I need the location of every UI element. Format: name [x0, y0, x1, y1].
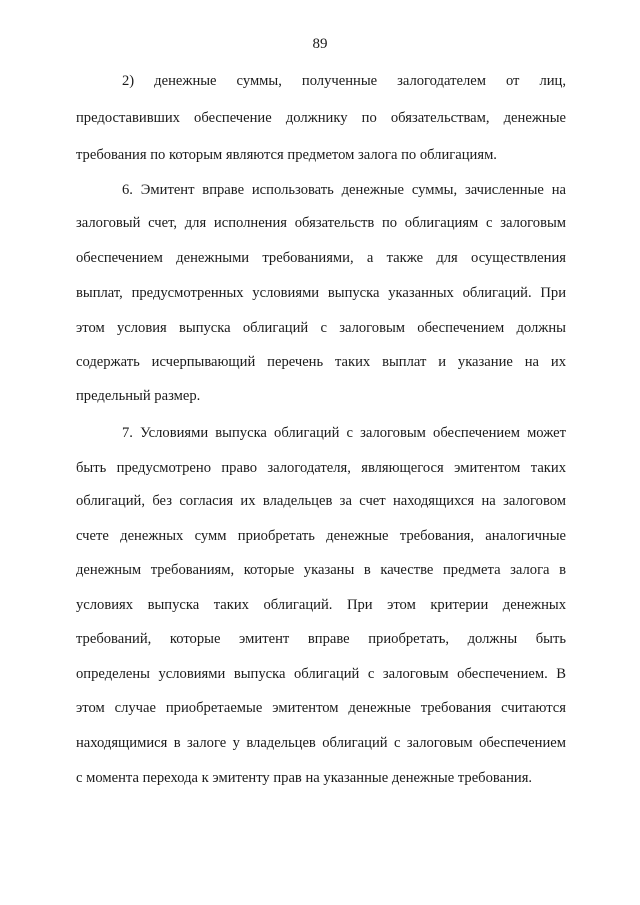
text-line: предельный размер. — [76, 388, 201, 404]
text-line: 6. Эмитент вправе использовать денежные суммы, зачисленные на — [122, 182, 566, 198]
text-line: облигаций, без согласия их владельцев за счет находящихся на залоговом — [76, 493, 566, 509]
text-line: быть предусмотрено право залогодателя, являющегося эмитентом таких — [76, 460, 566, 476]
text-line: с момента перехода к эмитенту прав на указанные денежные требования. — [76, 770, 533, 786]
text-line: 2) денежные суммы, полученные залогодателем от лиц, — [122, 73, 566, 89]
text-line: выплат, предусмотренных условиями выпуска указанных облигаций. При — [76, 285, 566, 301]
text-line: этом условия выпуска облигаций с залоговым обеспечением должны — [76, 320, 566, 336]
page-number: 89 — [312, 36, 328, 52]
text-line: залоговый счет, для исполнения обязательств по облигациям с залоговым — [76, 215, 566, 231]
text-line: 7. Условиями выпуска облигаций с залоговым обеспечением может — [122, 425, 566, 441]
text-line: денежным требованиям, которые указаны в качестве предмета залога в — [76, 562, 566, 578]
text-line: находящимися в залоге у владельцев облигаций с залоговым обеспечением — [76, 735, 566, 751]
text-line: счете денежных сумм приобретать денежные требования, аналогичные — [76, 528, 566, 544]
text-line: определены условиями выпуска облигаций с залоговым обеспечением. В — [76, 666, 566, 682]
text-line: предоставивших обеспечение должнику по обязательствам, денежные — [76, 110, 566, 126]
text-line: обеспечением денежными требованиями, а также для осуществления — [76, 250, 566, 266]
text-line: условиях выпуска таких облигаций. При этом критерии денежных — [76, 597, 566, 613]
text-line: этом случае приобретаемые эмитентом денежные требования считаются — [76, 700, 566, 716]
text-line: содержать исчерпывающий перечень таких выплат и указание на их — [76, 354, 566, 370]
text-line: требований, которые эмитент вправе приобретать, должны быть — [76, 631, 566, 647]
text-line: требования по которым являются предметом залога по облигациям. — [76, 147, 497, 163]
